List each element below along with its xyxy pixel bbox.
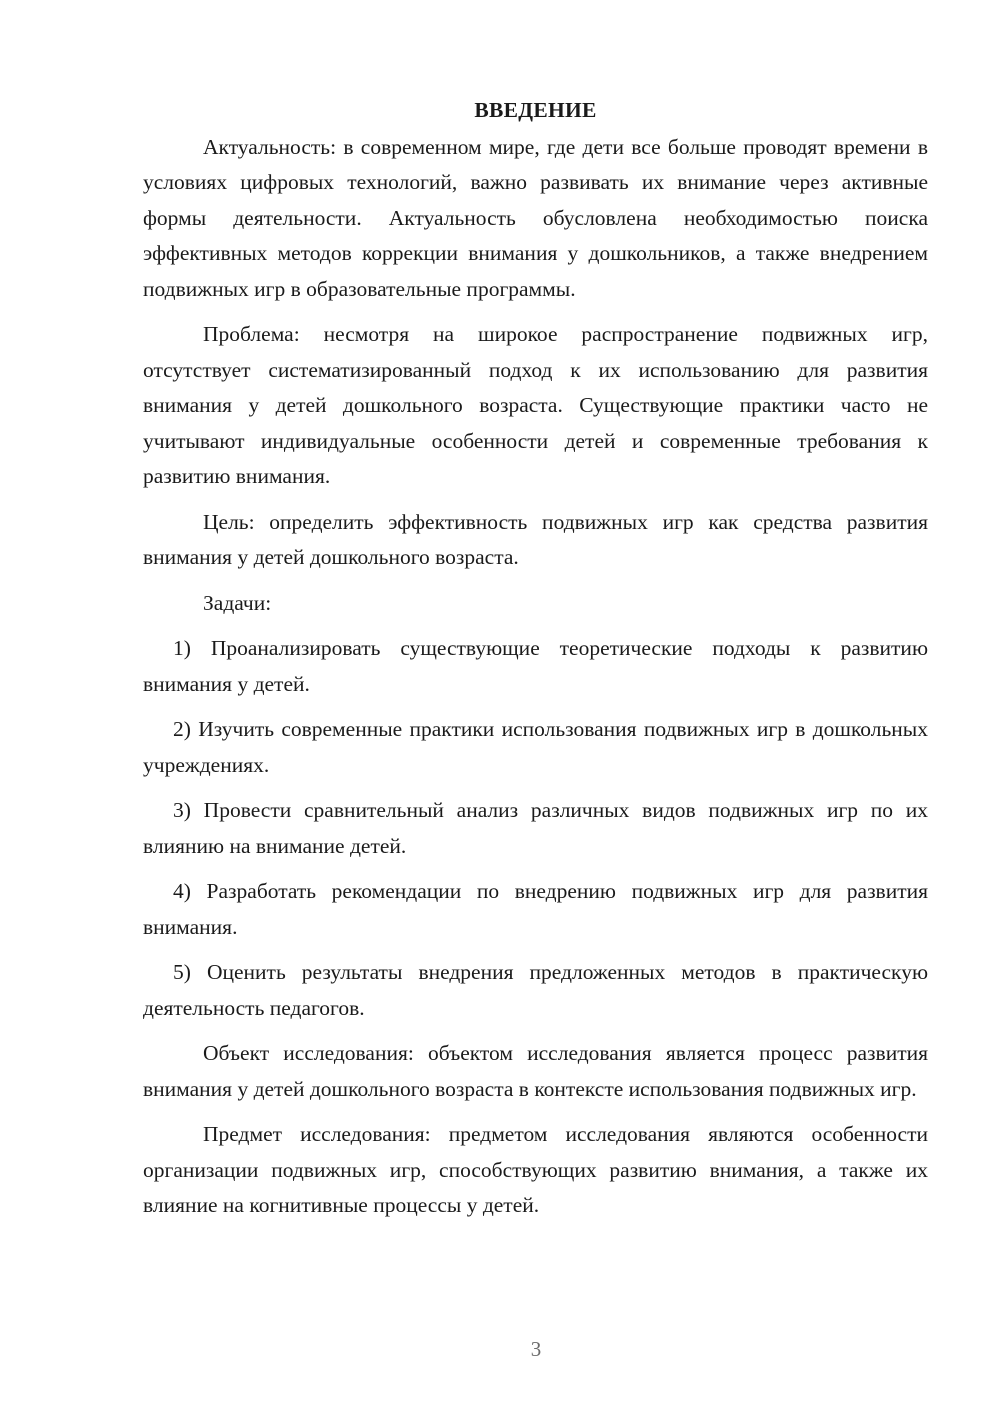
tasks-list — [143, 631, 928, 1026]
page-title: ВВЕДЕНИЕ — [474, 98, 597, 122]
document-body — [143, 93, 928, 1224]
task-item-2 — [143, 712, 928, 783]
task-number: 4) — [173, 879, 191, 903]
task-text: Проанализировать существующие теоретические подходы к развитию внимания у детей. — [143, 636, 929, 696]
paragraph-problem: Проблема: несмотря на широкое распространение подвижных игр, отсутствует систематизированный подход к их использованию для развития внимания у детей дошкольного возраста. Существующие практики часто не учитывают индивидуальные особенности детей и современные требования к развитию внимания. — [143, 322, 928, 488]
paragraph-subject: Предмет исследования: предметом исследования являются особенности организации подвижных игр, способствующих развитию внимания, а также их влияние на когнитивные процессы у детей. — [143, 1122, 928, 1217]
task-text: Разработать рекомендации по внедрению подвижных игр для развития внимания. — [143, 879, 929, 939]
tasks-heading: Задачи: — [203, 590, 272, 615]
paragraph-object: Объект исследования: объектом исследования является процесс развития внимания у детей дошкольного возраста в контексте использования подвижных игр. — [143, 1041, 928, 1101]
task-number: 2) — [173, 717, 191, 741]
paragraph-relevance: Актуальность: в современном мире, где дети все больше проводят времени в условиях цифровых технологий, важно развивать их внимание через активные формы деятельности. Актуальность обусловлена необходимостью поиска эффективных методов коррекции внимания у дошкольников, а также внедрением подвижных игр в образовательные программы. — [143, 134, 928, 301]
task-item-4 — [143, 874, 928, 945]
task-number: 1) — [173, 636, 191, 660]
task-number: 5) — [173, 960, 191, 984]
task-text: Оценить результаты внедрения предложенных методов в практическую деятельность педагогов. — [143, 960, 929, 1020]
task-item-3 — [143, 793, 928, 864]
page-number: 3 — [530, 1337, 542, 1361]
task-item-1 — [143, 631, 928, 702]
task-number: 3) — [173, 798, 191, 822]
paragraph-goal: Цель: определить эффективность подвижных игр как средства развития внимания у детей дошкольного возраста. — [143, 509, 928, 569]
task-item-5 — [143, 955, 928, 1026]
task-text: Изучить современные практики использования подвижных игр в дошкольных учреждениях. — [143, 717, 928, 777]
task-text: Провести сравнительный анализ различных видов подвижных игр по их влиянию на внимание детей. — [143, 798, 929, 858]
